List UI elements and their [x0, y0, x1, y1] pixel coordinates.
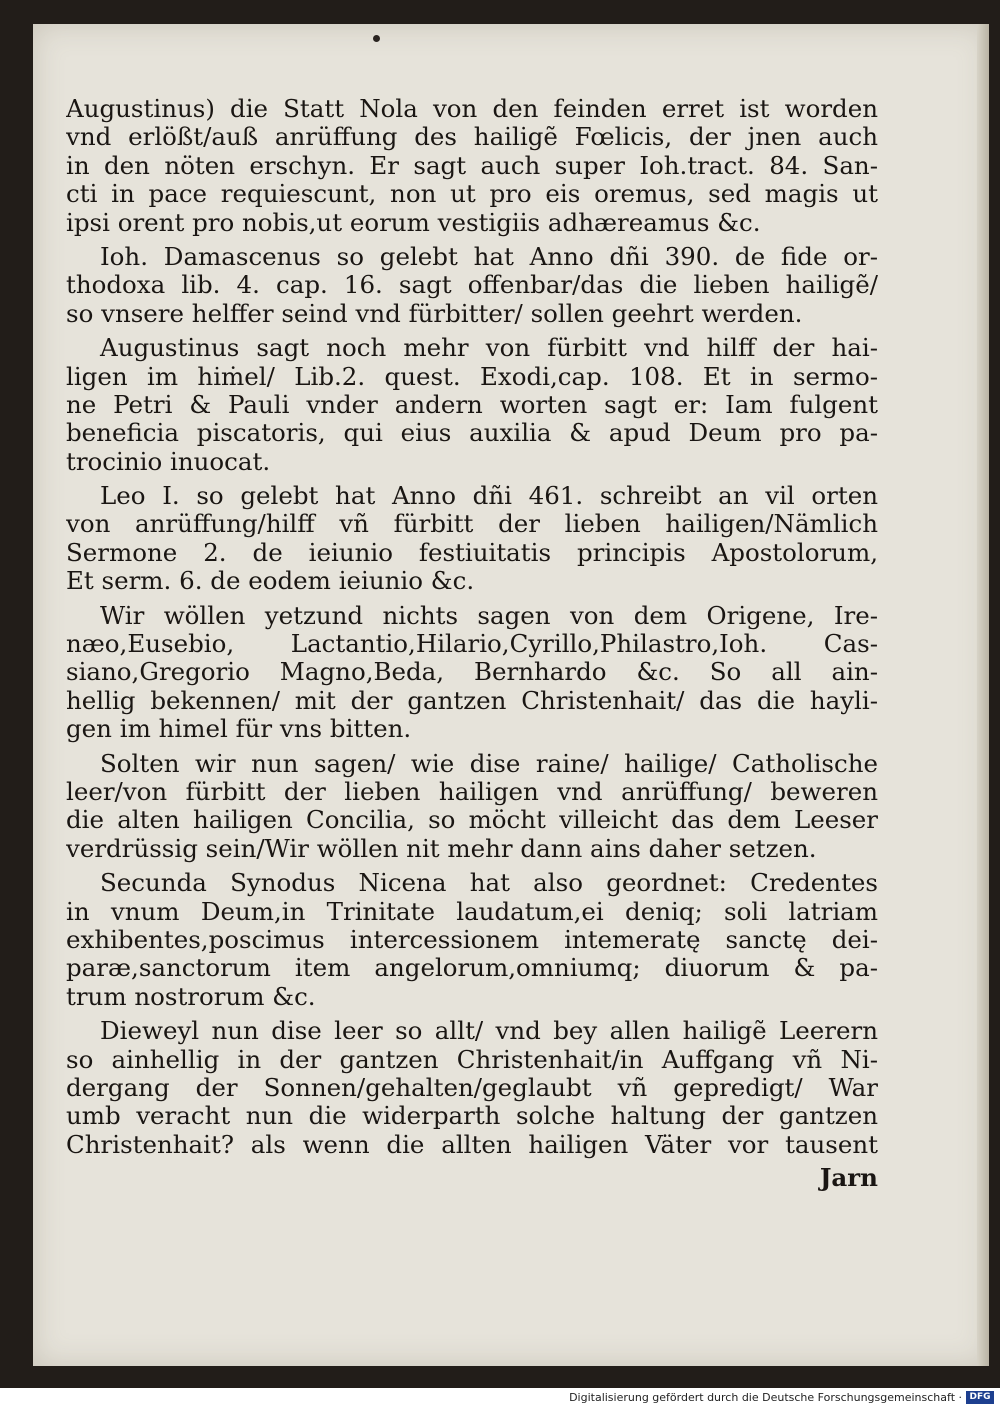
text-line: in den nöten erschyn. Er sagt auch super Ioh.tract. 84. San- — [66, 151, 878, 180]
text-line: von anrüffung/hilff vñ fürbitt der lieben hailigen/Nämlich — [66, 510, 878, 539]
text-line: beneficia piscatoris, qui eius auxilia & apud Deum pro pa- — [66, 419, 878, 448]
dfg-logo: DFG — [966, 1391, 994, 1404]
text-line: siano,Gregorio Magno,Beda, Bernhardo &c. So all ain- — [66, 658, 878, 687]
text-line: die alten hailigen Concilia, so möcht villeicht das dem Leeser — [66, 806, 878, 835]
text-line: Ioh. Damascenus so gelebt hat Anno dñi 390. de fide or- — [100, 242, 878, 271]
page-text — [66, 95, 878, 1193]
page-edge — [977, 24, 989, 1366]
text-line: verdrüssig sein/Wir wöllen nit mehr dann ains daher setzen. — [66, 834, 817, 863]
text-line: so vnsere helffer seind vnd fürbitter/ sollen geehrt werden. — [66, 299, 803, 328]
text-line: Solten wir nun sagen/ wie dise raine/ hailige/ Catholische — [100, 749, 878, 778]
text-line: dergang der Sonnen/gehalten/geglaubt vñ gepredigt/ War — [66, 1073, 878, 1102]
text-line: trum nostrorum &c. — [66, 982, 316, 1011]
page-hole — [373, 35, 380, 42]
text-line: gen im himel für vns bitten. — [66, 715, 412, 744]
text-line: Sermone 2. de ieiunio festiuitatis principis Apostolorum, — [66, 538, 878, 567]
text-line: næo,Eusebio, Lactantio,Hilario,Cyrillo,Philastro,Ioh. Cas- — [66, 630, 878, 659]
text-line: leer/von fürbitt der lieben hailigen vnd anrüffung/ beweren — [66, 777, 878, 806]
text-line: exhibentes,poscimus intercessionem intemeratę sanctę dei- — [66, 925, 878, 954]
text-line: Augustinus) die Statt Nola von den feinden erret ist worden — [66, 95, 878, 123]
text-line: Secunda Synodus Nicena hat also geordnet: Credentes — [100, 869, 878, 898]
text-line: thodoxa lib. 4. cap. 16. sagt offenbar/das die lieben hailigẽ/ — [66, 271, 878, 300]
text-line: hellig bekennen/ mit der gantzen Christenhait/ das die hayli- — [66, 686, 878, 715]
text-line: ligen im hiṁel/ Lib.2. quest. Exodi,cap. 108. Et in sermo- — [66, 362, 878, 391]
text-line: Wir wöllen yetzund nichts sagen von dem Origene, Ire- — [100, 601, 878, 630]
text-line: Leo I. so gelebt hat Anno dñi 461. schreibt an vil orten — [100, 482, 878, 511]
catchword: Jarn — [819, 1163, 878, 1193]
text-line: Dieweyl nun dise leer so allt/ vnd bey allen hailigẽ Leerern — [100, 1017, 878, 1046]
text-line: paræ,sanctorum item angelorum,omniumq; diuorum & pa- — [66, 954, 878, 983]
footer-credit: Digitalisierung gefördert durch die Deutsche Forschungsgemeinschaft · — [569, 1391, 962, 1404]
footer-bar — [0, 1388, 1000, 1408]
text-line: trocinio inuocat. — [66, 447, 271, 476]
text-line: ipsi orent pro nobis,ut eorum vestigiis adhæreamus &c. — [66, 208, 761, 237]
text-line: cti in pace requiescunt, non ut pro eis oremus, sed magis ut — [66, 180, 878, 209]
text-line: in vnum Deum,in Trinitate laudatum,ei deniq; soli latriam — [66, 897, 878, 926]
text-line: vnd erlößt/auß anrüffung des hailigẽ Fœlicis, der jnen auch — [66, 123, 878, 152]
text-line: so ainhellig in der gantzen Christenhait/in Auffgang vñ Ni- — [66, 1045, 878, 1074]
text-line: Augustinus sagt noch mehr von fürbitt vnd hilff der hai- — [100, 334, 878, 363]
text-line: Christenhait? als wenn die allten hailigen Väter vor tausent — [66, 1130, 878, 1159]
text-line: ne Petri & Pauli vnder andern worten sagt er: Iam fulgent — [66, 390, 878, 419]
text-line: umb veracht nun die widerparth solche haltung der gantzen — [66, 1102, 878, 1131]
text-line: Et serm. 6. de eodem ieiunio &c. — [66, 567, 475, 596]
